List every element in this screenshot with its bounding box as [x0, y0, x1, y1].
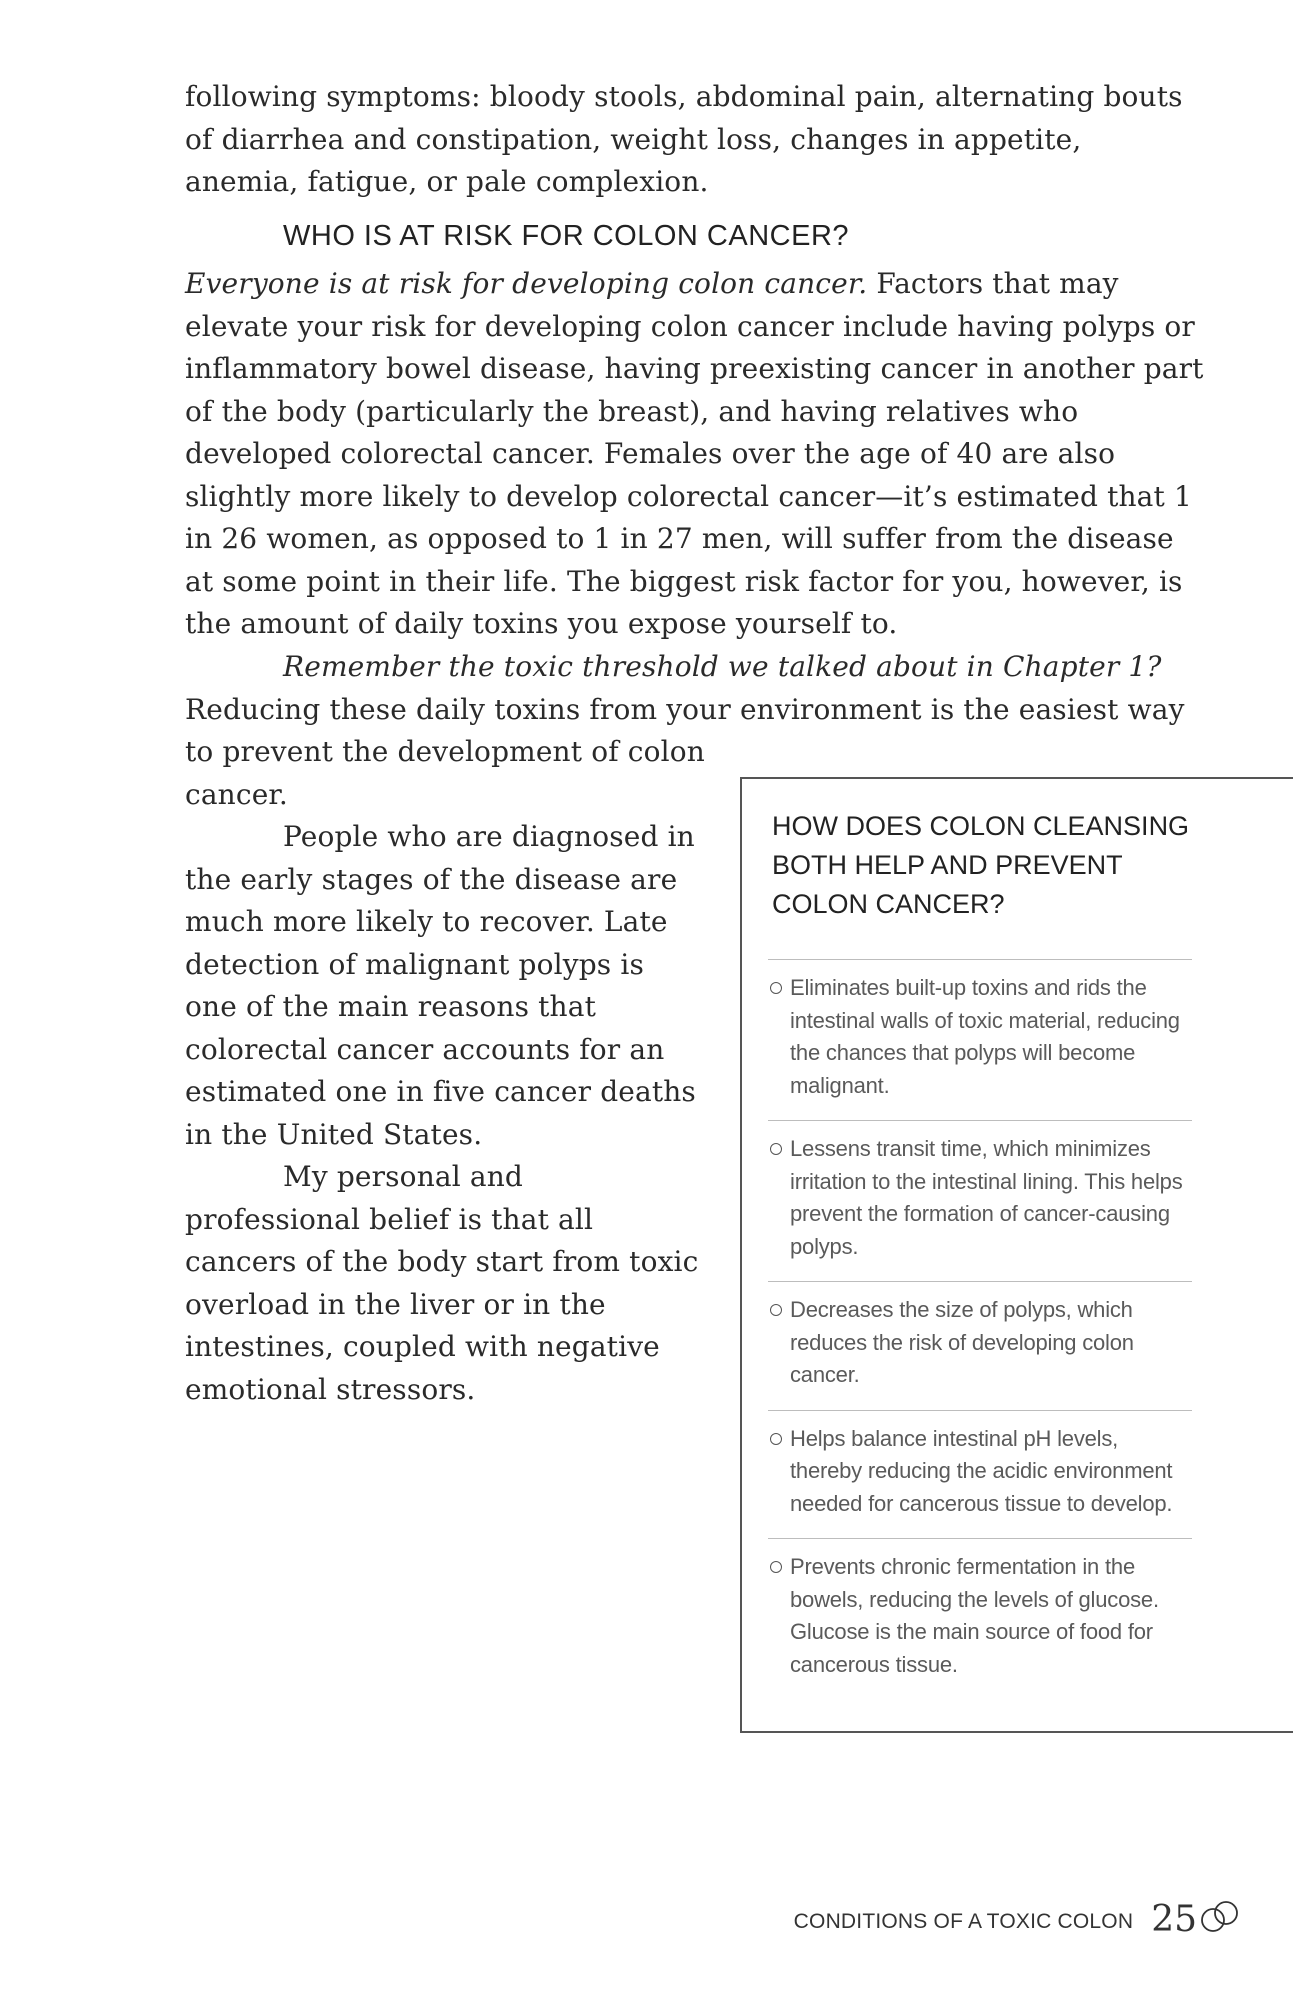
sidebar-box — [740, 777, 1293, 1733]
list-item — [768, 959, 1192, 1120]
list-item — [768, 1281, 1192, 1410]
list-item — [768, 1538, 1192, 1699]
section-heading: WHO IS AT RISK FOR COLON CANCER? — [283, 220, 850, 252]
list-item-text: Helps balance intestinal pH levels, thereby reducing the acidic environment needed for cancerous tissue to develop. — [790, 1425, 1173, 1516]
page-number: 25 — [1151, 1899, 1197, 1940]
list-item-text: Prevents chronic fermentation in the bowels, reducing the levels of glucose. Glucose is the main source of food for cancerous tissue. — [790, 1554, 1159, 1677]
reminder-italic: Remember the toxic threshold we talked about in Chapter 1? — [283, 650, 1162, 683]
circle-bullet-icon — [770, 1304, 782, 1316]
circle-bullet-icon — [770, 1561, 782, 1573]
circle-bullet-icon — [770, 1143, 782, 1155]
circle-bullet-icon — [770, 982, 782, 994]
reminder-line-4: cancer. — [185, 777, 288, 811]
list-item-text: Decreases the size of polyps, which reduces the risk of developing colon cancer. — [790, 1297, 1134, 1387]
reminder-italic-line — [185, 646, 1205, 689]
running-head: CONDITIONS OF A TOXIC COLON — [793, 1910, 1134, 1933]
intro-paragraph: following symptoms: bloody stools, abdominal pain, alternating bouts of diarrhea and constipation, weight loss, changes in appetite, anemia, fatigue, or pale complexion. — [185, 80, 1183, 198]
reminder-line-3: to prevent the development of colon — [185, 735, 705, 768]
list-item-text: Lessens transit time, which minimizes irritation to the intestinal lining. This helps prevent the formation of cancer-causing polyps. — [790, 1136, 1183, 1259]
risk-body-text: Factors that may elevate your risk for developing colon cancer include having polyps or inflammatory bowel disease, having preexisting cancer in another part of the body (particularly the breast), and having relatives who developed colorectal cancer. Females over the age of 40 are also slightly more likely to develop colorectal cancer—it’s estimated that 1 in 26 women, as opposed to 1 in 27 men, will suffer from the disease at some point in their life. The biggest risk factor for you, however, is the amount of daily toxins you expose yourself to. — [185, 267, 1204, 640]
sidebar-list — [768, 959, 1192, 1699]
interlocking-rings-icon — [1199, 1900, 1241, 1934]
belief-paragraph: My personal and professional belief is that all cancers of the body start from toxic overload in the liver or in the intestines, coupled with negative emotional stressors. — [185, 1160, 699, 1406]
list-item-text: Eliminates built-up toxins and rids the intestinal walls of toxic material, reducing the chances that polyps will become malignant. — [790, 975, 1180, 1098]
risk-lead-italic: Everyone is at risk for developing colon cancer. — [185, 267, 868, 300]
page-footer — [794, 1900, 1241, 1938]
sidebar-title: HOW DOES COLON CLEANSING BOTH HELP AND PREVENT COLON CANCER? — [772, 811, 1190, 919]
list-item — [768, 1120, 1192, 1281]
circle-bullet-icon — [770, 1433, 782, 1445]
recover-paragraph: People who are diagnosed in the early stages of the disease are much more likely to recover. Late detection of malignant polyps is one of the main reasons that colorectal cancer accounts for an estimated one in five cancer deaths in the United States. — [185, 820, 696, 1151]
reminder-line-2: Reducing these daily toxins from your environment is the easiest way — [185, 692, 1185, 726]
risk-paragraph — [185, 263, 1205, 646]
list-item — [768, 1410, 1192, 1539]
